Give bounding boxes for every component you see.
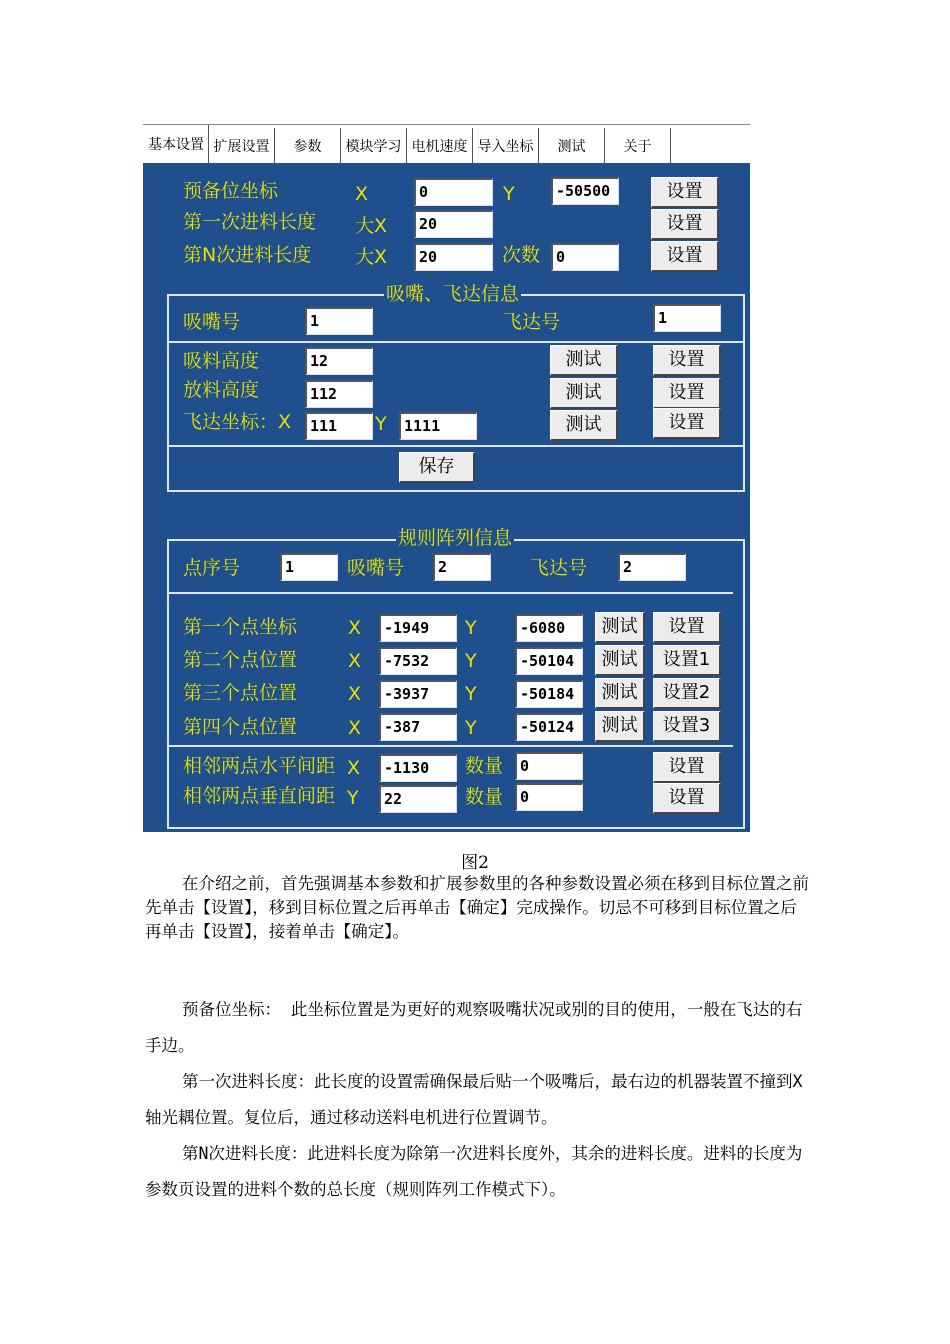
- tab-basic-settings[interactable]: 基本设置: [143, 125, 209, 163]
- point-1-set-button[interactable]: 设置: [653, 612, 721, 643]
- nozzle-divider: [169, 341, 743, 343]
- ready-x-input[interactable]: 0: [414, 178, 493, 206]
- feeder-number-label: 飞达号: [503, 311, 561, 333]
- point-3-label: 第三个点位置: [183, 682, 298, 704]
- tab-bar: [143, 124, 750, 163]
- h-spacing-set-button[interactable]: 设置: [653, 752, 721, 783]
- tab-module-learning[interactable]: 模块学习: [341, 128, 407, 163]
- nth-feed-input[interactable]: 20: [414, 243, 493, 271]
- h-spacing-label: 相邻两点水平间距: [183, 755, 336, 777]
- point-4-x-label: X: [348, 717, 362, 739]
- v-spacing-set-button[interactable]: 设置: [653, 783, 721, 814]
- intro-paragraph: 在介绍之前，首先强调基本参数和扩展参数里的各种参数设置必须在移到目标位置之前先单击【设置】，移到目标位置之后再单击【确定】完成操作。切忌不可移到目标位置之后再单击【设置】，接着单击【确定】。: [145, 874, 809, 941]
- software-screenshot: [143, 124, 750, 832]
- point-1-test-button[interactable]: 测试: [595, 612, 645, 643]
- point-1-x-label: X: [348, 617, 362, 639]
- ready-set-button[interactable]: 设置: [651, 177, 719, 208]
- point-1-label: 第一个点坐标: [183, 616, 298, 638]
- ready-position-paragraph: 预备位坐标： 此坐标位置是为更好的观察吸嘴状况或别的目的使用，一般在飞达的右手边。: [145, 1000, 803, 1055]
- point-2-set-button[interactable]: 设置1: [653, 645, 721, 676]
- place-height-label: 放料高度: [183, 379, 260, 401]
- place-height-input[interactable]: 112: [305, 380, 373, 408]
- first-feed-set-button[interactable]: 设置: [651, 209, 719, 240]
- h-spacing-input[interactable]: -1130: [379, 754, 457, 782]
- array-nozzle-input[interactable]: 2: [433, 553, 491, 581]
- point-1-y-input[interactable]: -6080: [515, 614, 583, 642]
- point-3-y-input[interactable]: -50184: [515, 680, 583, 708]
- point-3-y-label: Y: [465, 683, 477, 705]
- place-height-test-button[interactable]: 测试: [550, 378, 618, 409]
- h-count-input[interactable]: 0: [515, 752, 583, 780]
- point-2-x-label: X: [348, 650, 362, 672]
- nozzle-number-input[interactable]: 1: [305, 307, 373, 335]
- nth-count-input[interactable]: 0: [551, 243, 619, 271]
- first-feed-label: 第一次进料长度: [183, 211, 317, 233]
- save-divider: [169, 445, 743, 447]
- point-3-x-input[interactable]: -3937: [379, 680, 457, 708]
- nth-feed-label: 第N次进料长度: [183, 244, 312, 266]
- point-4-test-button[interactable]: 测试: [595, 711, 645, 742]
- nth-feed-set-button[interactable]: 设置: [651, 241, 719, 272]
- point-4-y-label: Y: [465, 717, 477, 739]
- point-1-y-label: Y: [465, 617, 477, 639]
- point-3-set-button[interactable]: 设置2: [653, 678, 721, 709]
- h-spacing-axis-label: X: [347, 757, 361, 779]
- v-spacing-axis-label: Y: [347, 787, 359, 809]
- v-spacing-label: 相邻两点垂直间距: [183, 785, 336, 807]
- ready-y-label: Y: [503, 183, 515, 205]
- point-3-test-button[interactable]: 测试: [595, 678, 645, 709]
- tab-parameters[interactable]: 参数: [275, 128, 341, 163]
- save-button[interactable]: 保存: [399, 452, 475, 483]
- point-2-label: 第二个点位置: [183, 649, 298, 671]
- tab-test[interactable]: 测试: [539, 128, 605, 163]
- nth-feed-paragraph: 第N次进料长度：此进料长度为除第一次进料长度外，其余的进料长度。进料的长度为参数页设置的进料个数的总长度（规则阵列工作模式下）。: [145, 1144, 803, 1199]
- first-feed-x-label: 大X: [355, 215, 388, 237]
- array-divider-top: [169, 592, 733, 594]
- pick-height-input[interactable]: 12: [305, 347, 373, 375]
- feeder-coord-test-button[interactable]: 测试: [550, 410, 618, 441]
- point-4-set-button[interactable]: 设置3: [653, 711, 721, 742]
- point-2-y-label: Y: [465, 650, 477, 672]
- array-feeder-label: 飞达号: [530, 557, 588, 579]
- array-nozzle-label: 吸嘴号: [347, 557, 405, 579]
- regular-array-title: 规则阵列信息: [398, 527, 513, 549]
- pick-height-set-button[interactable]: 设置: [653, 345, 721, 376]
- ready-position-label: 预备位坐标: [183, 180, 279, 202]
- array-divider-bottom: [169, 745, 733, 747]
- nozzle-feeder-title: 吸嘴、飞达信息: [386, 283, 520, 305]
- feeder-coord-y-label: Y: [375, 413, 387, 435]
- tab-about[interactable]: 关于: [605, 128, 671, 163]
- point-4-y-input[interactable]: -50124: [515, 713, 583, 741]
- tab-extended-settings[interactable]: 扩展设置: [209, 128, 275, 163]
- nozzle-number-label: 吸嘴号: [183, 311, 241, 333]
- place-height-set-button[interactable]: 设置: [653, 378, 721, 409]
- v-count-input[interactable]: 0: [515, 783, 583, 811]
- feeder-coord-label: 飞达坐标：X: [183, 411, 292, 433]
- v-count-label: 数量: [465, 786, 504, 808]
- h-count-label: 数量: [465, 755, 504, 777]
- figure-caption: 图2: [461, 853, 489, 873]
- point-2-y-input[interactable]: -50104: [515, 647, 583, 675]
- point-2-x-input[interactable]: -7532: [379, 647, 457, 675]
- feeder-coord-y-input[interactable]: 1111: [399, 412, 477, 440]
- feeder-coord-set-button[interactable]: 设置: [653, 408, 721, 439]
- feeder-coord-x-input[interactable]: 111: [305, 412, 373, 440]
- v-spacing-input[interactable]: 22: [379, 785, 457, 813]
- tab-import-coords[interactable]: 导入坐标: [473, 128, 539, 163]
- first-feed-input[interactable]: 20: [414, 210, 493, 238]
- nth-count-label: 次数: [502, 244, 541, 266]
- tab-motor-speed[interactable]: 电机速度: [407, 128, 473, 163]
- point-1-x-input[interactable]: -1949: [379, 614, 457, 642]
- ready-y-input[interactable]: -50500: [551, 177, 619, 205]
- pick-height-label: 吸料高度: [183, 350, 260, 372]
- ready-x-label: X: [355, 183, 369, 205]
- feeder-number-input[interactable]: 1: [653, 304, 721, 332]
- nth-feed-x-label: 大X: [355, 246, 388, 268]
- point-seq-input[interactable]: 1: [280, 553, 338, 581]
- point-seq-label: 点序号: [183, 557, 241, 579]
- pick-height-test-button[interactable]: 测试: [550, 345, 618, 376]
- point-3-x-label: X: [348, 683, 362, 705]
- array-feeder-input[interactable]: 2: [618, 553, 686, 581]
- first-feed-paragraph: 第一次进料长度：此长度的设置需确保最后贴一个吸嘴后，最右边的机器装置不撞到X轴光耦位置。复位后，通过移动送料电机进行位置调节。: [145, 1072, 803, 1127]
- point-2-test-button[interactable]: 测试: [595, 645, 645, 676]
- point-4-x-input[interactable]: -387: [379, 713, 457, 741]
- point-4-label: 第四个点位置: [183, 716, 298, 738]
